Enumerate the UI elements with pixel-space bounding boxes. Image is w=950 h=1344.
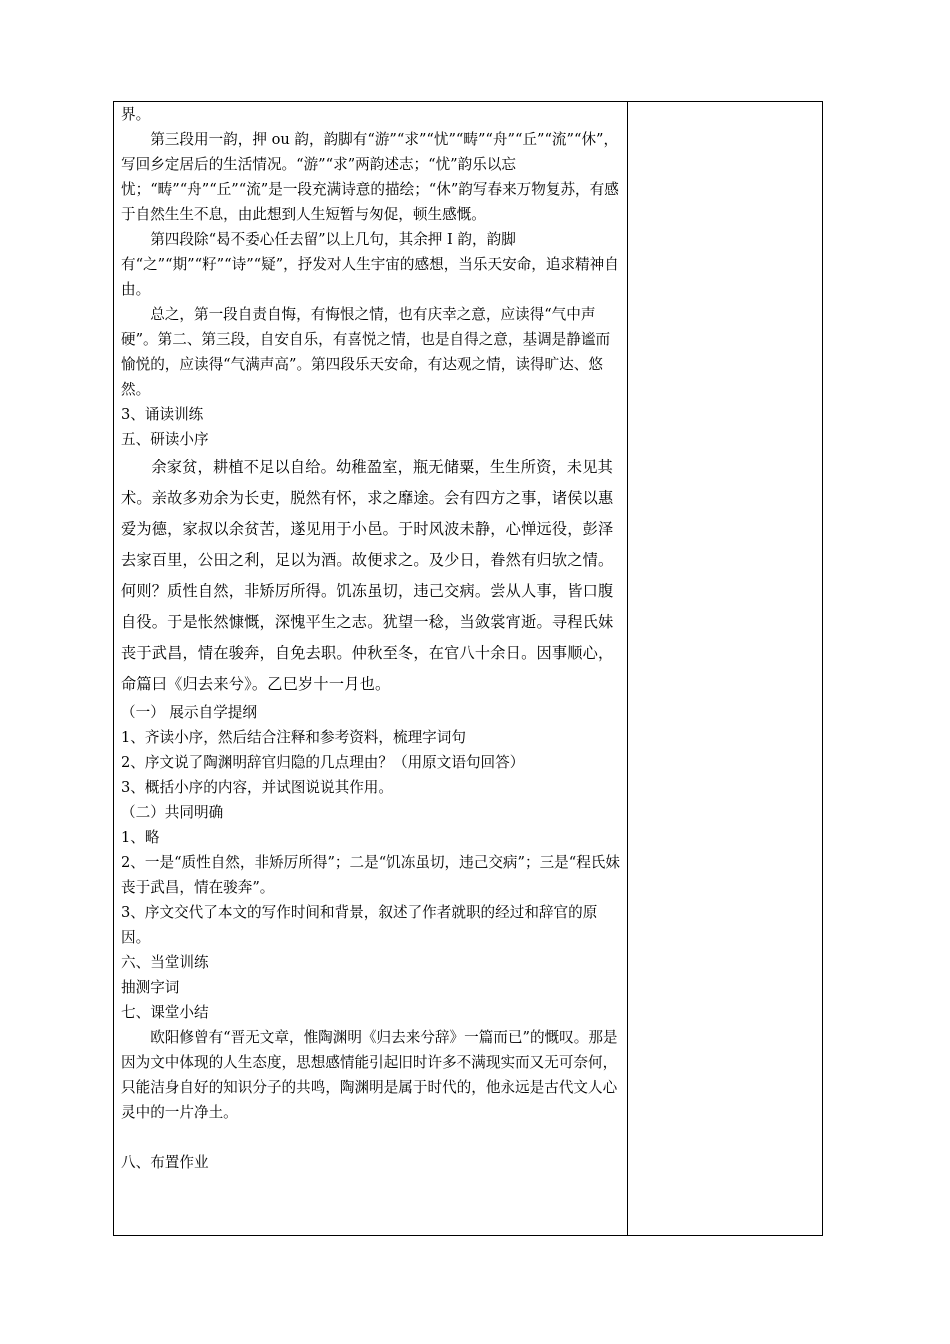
heading-recitation: 3、诵读训练 xyxy=(121,406,204,423)
table-column-divider xyxy=(627,101,628,1236)
clarify-item-1: 1、略 xyxy=(121,829,160,846)
paragraph-summary: 总之，第一段自责自悔，有悔恨之情，也有庆幸之意，应读得“气中声硬”。第二、第三段，自安自乐，有喜悦之情，也是自得之意，基调是静谧而愉悦的，应读得“气满声高”。第四段乐天安命，有达观之情，读得旷达、悠然。 xyxy=(121,306,611,398)
preface-text: 余家贫，耕植不足以自给。幼稚盈室，瓶无储粟，生生所资，未见其术。亲故多劝余为长吏，脱然有怀，求之靡途。会有四方之事，诸侯以惠爱为德，家叔以余贫苦，遂见用于小邑。于时风波未静，心惮远役，彭泽去家百里，公田之利，足以为酒。故便求之。及少日，眷然有归欤之情。何则？质性自然，非矫厉所得。饥冻虽切，违己交病。尝从人事，皆口腹自役。于是怅然慷慨，深愧平生之志。犹望一稔，当敛裳宵逝。寻程氏妹丧于武昌，情在骏奔，自免去职。仲秋至冬，在官八十余日。因事顺心，命篇曰《归去来兮》。乙巳岁十一月也。 xyxy=(121,458,614,693)
outline-item-2: 2、序文说了陶渊明辞官归隐的几点理由？（用原文语句回答） xyxy=(121,754,525,771)
paragraph-fourth-section: 第四段除“曷不委心任去留”以上几句，其余押 I 韵，韵脚有“之”“期”“籽”“诗”“疑”，抒发对人生宇宙的感想，当乐天安命，追求精神自由。 xyxy=(121,231,619,298)
outline-item-3: 3、概括小序的内容，并试图说说其作用。 xyxy=(121,779,393,796)
paragraph-third-section: 第三段用一韵，押 ou 韵，韵脚有“游”“求”“忧”“畴”“舟”“丘”“流”“休”，写回乡定居后的生活情况。“游”“求”两韵述志；“忧”韵乐以忘忧；“畴”“舟”“丘”“流”是一段充满诗意的描绘；“休”韵写春来万物复苏，有感于自然生生不息，由此想到人生短暂与匆促，顿生感慨。 xyxy=(121,131,619,223)
lesson-content-cell xyxy=(121,102,621,1175)
heading-study-preface: 五、研读小序 xyxy=(121,431,209,448)
heading-summary: 七、课堂小结 xyxy=(121,1004,209,1021)
paragraph-class-summary: 欧阳修曾有“晋无文章，惟陶渊明《归去来兮辞》一篇而已”的慨叹。那是因为文中体现的人生态度，思想感情能引起旧时许多不满现实而又无可奈何，只能洁身自好的知识分子的共鸣，陶渊明是属于时代的，他永远是古代文人心灵中的一片净土。 xyxy=(121,1029,618,1121)
heading-homework: 八、布置作业 xyxy=(121,1154,209,1171)
blank-line xyxy=(121,1125,621,1150)
clarify-item-2: 2、一是“质性自然，非矫厉所得”；二是“饥冻虽切，违己交病”；三是“程氏妹丧于武昌，情在骏奔”。 xyxy=(121,854,620,896)
heading-outline: （一） 展示自学提纲 xyxy=(121,704,257,721)
outline-item-1: 1、齐读小序，然后结合注释和参考资料，梳理字词句 xyxy=(121,729,466,746)
clarify-item-3: 3、序文交代了本文的写作时间和背景，叙述了作者就职的经过和辞官的原因。 xyxy=(121,904,598,946)
heading-clarify: （二）共同明确 xyxy=(121,804,224,821)
text-line: 界。 xyxy=(121,106,151,123)
heading-practice: 六、当堂训练 xyxy=(121,954,209,971)
practice-item: 抽测字词 xyxy=(121,979,180,996)
